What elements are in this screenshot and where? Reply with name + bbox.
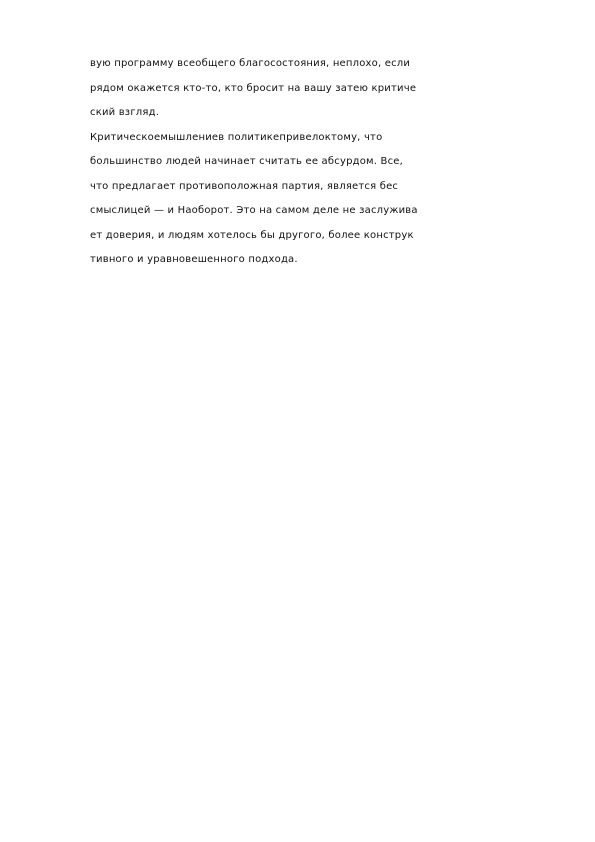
text-line: тивного и уравновешенного подхода. [90, 254, 298, 265]
text-line: Критическоемышлениев политикепривелоктому, что [90, 131, 383, 143]
text-line: рядом окажется кто-то, кто бросит на вашу затею критиче [90, 82, 417, 94]
text-line: что предлагает противоположная партия, является бес [90, 180, 399, 192]
text-line: ет доверия, и людям хотелось бы другого, более конструк [90, 229, 414, 241]
text-line: ский взгляд. [90, 107, 160, 118]
text-line: большинство людей начинает считать ее абсурдом. Все, [90, 156, 404, 167]
text-line: вую программу всеобщего благосостояния, неплохо, если [90, 58, 411, 69]
text-line: смыслицей — и Наоборот. Это на самом деле не заслужива [90, 205, 418, 216]
body-text [90, 52, 470, 273]
